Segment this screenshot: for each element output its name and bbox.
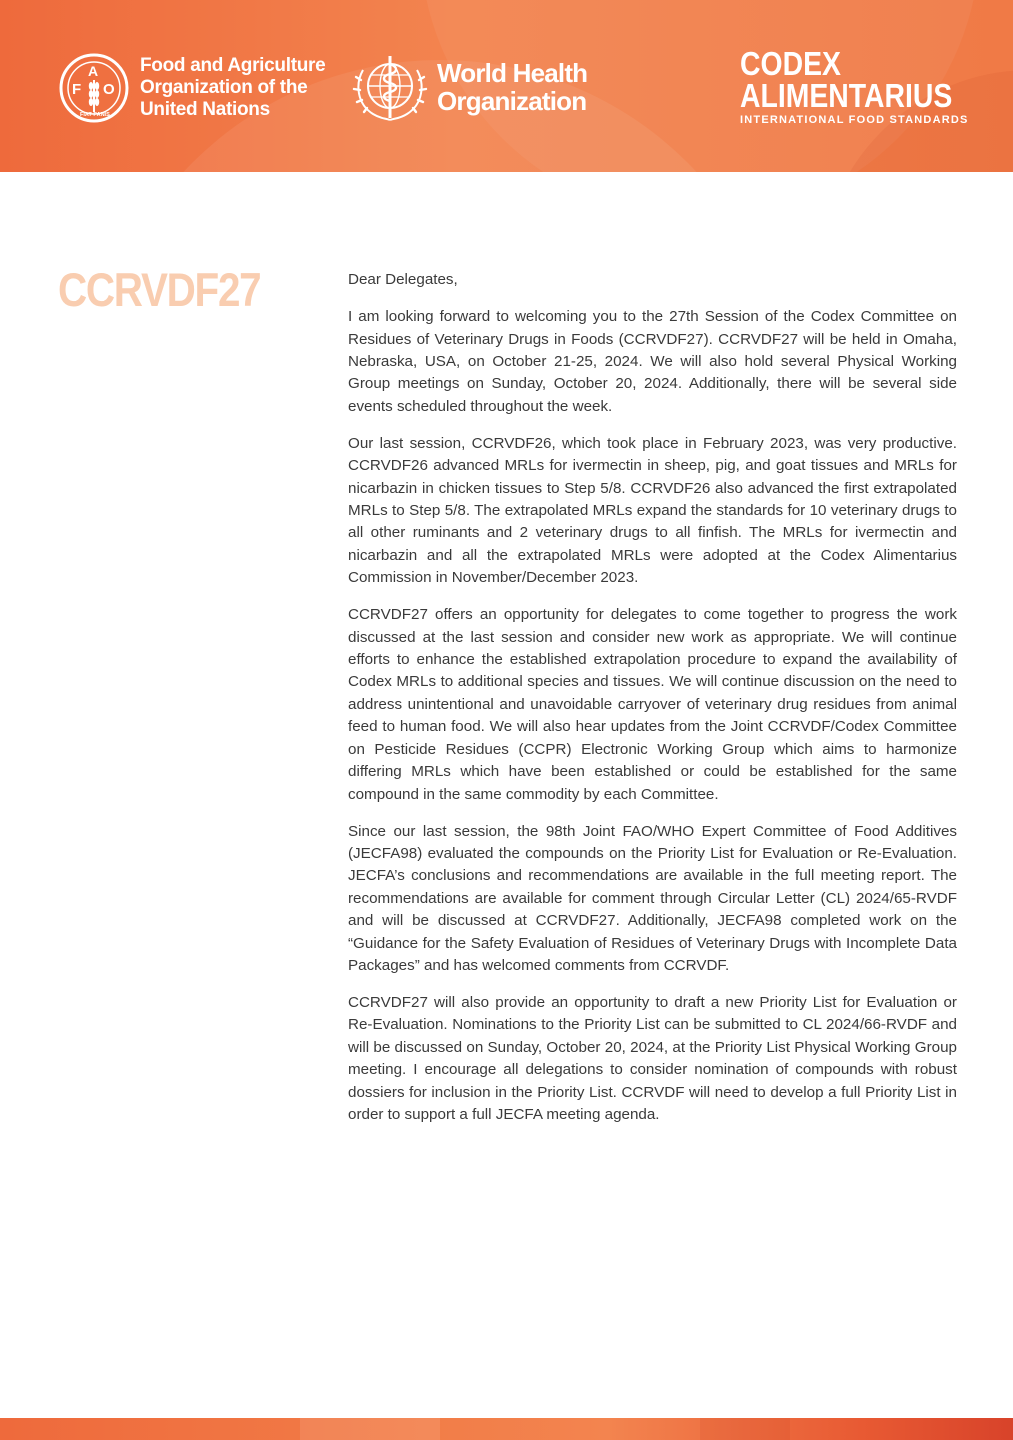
fao-name-line: United Nations: [140, 99, 270, 120]
letter-salutation: Dear Delegates,: [348, 271, 458, 288]
fao-emblem-icon: [58, 52, 130, 124]
footer-decoration: [700, 1418, 790, 1440]
fao-name-line: Food and Agriculture: [140, 55, 326, 76]
fao-name: [140, 55, 325, 121]
codex-tagline: INTERNATIONAL FOOD STANDARDS: [740, 114, 969, 126]
codex-logo: [740, 45, 969, 127]
footer-decoration: [300, 1418, 440, 1440]
letter-paragraph: I am looking forward to welcoming you to the 27th Session of the Codex Committee on Residues of Veterinary Drugs in Foods (CCRVDF27). CCRVDF27 will be held in Omaha, Nebraska, USA, on October 21-25, 2024. We will also hold several Physical Working Group meetings on Sunday, October 20, 2024. Additionally, there will be several side events scheduled throughout the week.: [348, 308, 957, 415]
letter-body: [348, 269, 957, 1141]
svg-text:O: O: [103, 81, 115, 98]
who-name-line: World Health: [437, 58, 588, 88]
page-title: CCRVDF27: [58, 263, 261, 316]
fao-name-line: Organization of the: [140, 77, 308, 98]
svg-text:FIAT PANIS: FIAT PANIS: [80, 112, 110, 118]
letter-paragraph: Our last session, CCRVDF26, which took place in February 2023, was very productive. CCRVDF26 advanced MRLs for ivermectin in sheep, pig, and goat tissues and MRLs for nicarbazin in chicken tissues to Step 5/8. CCRVDF26 also advanced the first extrapolated MRLs to Step 5/8. The extrapolated MRLs expand the standards for 10 veterinary drugs to all other ruminants and 2 veterinary drugs to all finfish. The MRLs for ivermectin and nicarbazin and all the extrapolated MRLs were adopted at the Codex Alimentarius Commission in November/December 2023.: [348, 434, 957, 587]
letter-paragraph: CCRVDF27 offers an opportunity for delegates to come together to progress the work discussed at the last session and consider new work as appropriate. We will continue efforts to enhance the established extrapolation procedure to expand the availability of Codex MRLs to additional species and tissues. We will continue discussion on the need to address unintentional and unavoidable carryover of veterinary drug residues from animal feed to human food. We will also hear updates from the Joint CCRVDF/Codex Committee on Pesticide Residues (CCPR) Electronic Working Group which aims to harmonize differing MRLs which have been established or could be established for the same compound in the same commodity by each Committee.: [348, 606, 957, 803]
who-logo: [349, 50, 587, 124]
fao-logo: [58, 52, 325, 124]
who-name-line: Organization: [437, 86, 587, 116]
letter-paragraph: CCRVDF27 will also provide an opportunity to draft a new Priority List for Evaluation or Re-Evaluation. Nominations to the Priority List can be submitted to CL 2024/66-RVDF and will be discussed on Sunday, October 20, 2024, at the Priority List Physical Working Group meeting. I encourage all delegations to consider nomination of compounds with robust dossiers for inclusion in the Priority List. CCRVDF will need to develop a full Priority List in order to support a full JECFA meeting agenda.: [348, 993, 957, 1123]
codex-wordmark-line: ALIMENTARIUS: [740, 77, 953, 114]
footer-band: [0, 1418, 1013, 1440]
codex-wordmark-line: CODEX: [740, 45, 841, 82]
who-name: [437, 59, 587, 115]
who-emblem-icon: [349, 50, 431, 124]
header-banner: [0, 0, 1013, 172]
letter-paragraph: Since our last session, the 98th Joint FAO/WHO Expert Committee of Food Additives (JECFA98) evaluated the compounds on the Priority List for Evaluation or Re-Evaluation. JECFA’s conclusions and recommendations are available in the full meeting report. The recommendations are available for comment through Circular Letter (CL) 2024/65-RVDF and will be discussed at CCRVDF27. Additionally, JECFA98 completed work on the “Guidance for the Safety Evaluation of Residues of Veterinary Drugs with Incomplete Data Packages” and has welcomed comments from CCRVDF.: [348, 822, 957, 974]
svg-text:F: F: [72, 81, 82, 98]
svg-text:A: A: [88, 63, 99, 79]
